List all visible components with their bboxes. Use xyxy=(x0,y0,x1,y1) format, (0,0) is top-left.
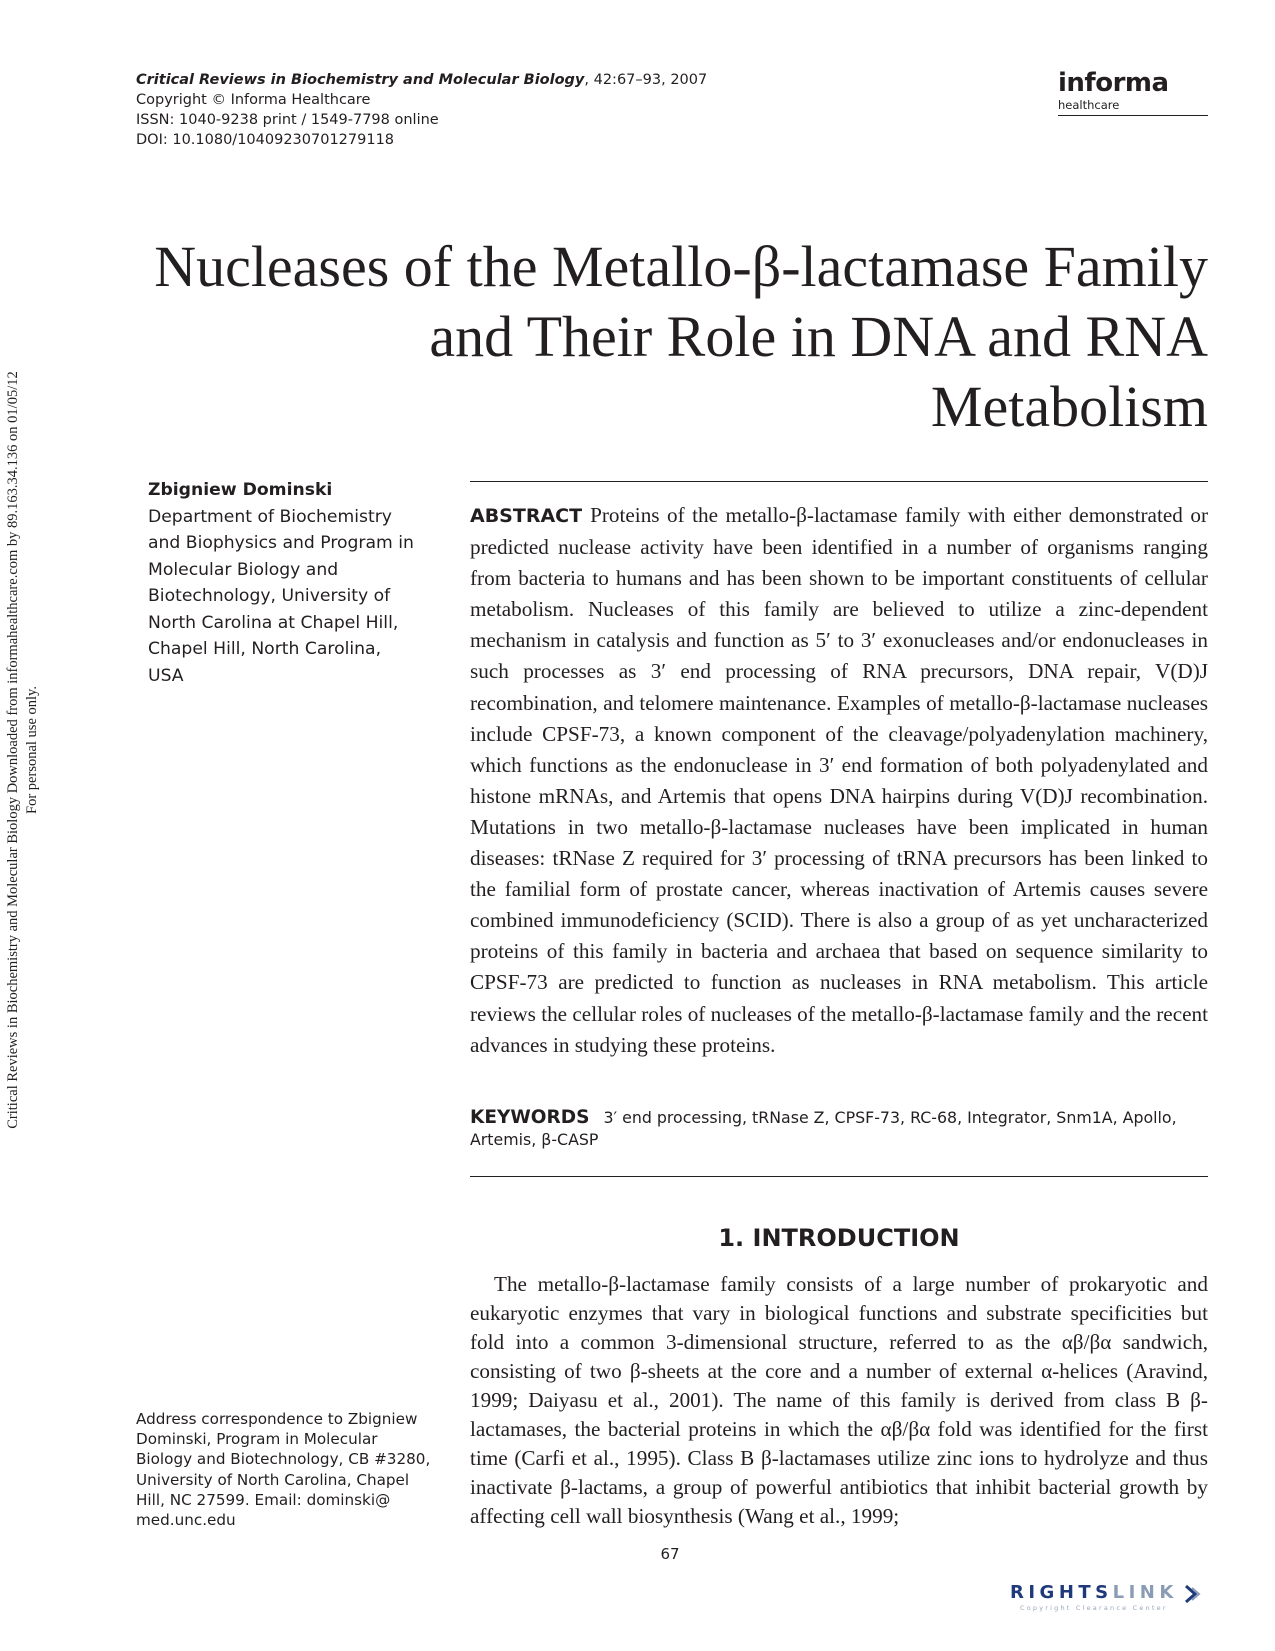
title-line-3: Metabolism xyxy=(930,374,1208,439)
doi-line[interactable]: DOI: 10.1080/10409230701279118 xyxy=(136,132,395,148)
rightslink-link: LINK xyxy=(1112,1582,1178,1603)
correspondence-line[interactable]: Hill, NC 27599. Email: dominski@ xyxy=(136,1490,391,1509)
rightslink-word xyxy=(1010,1582,1178,1603)
rightslink-arrow-icon xyxy=(1180,1584,1202,1604)
affiliation-line: USA xyxy=(148,665,184,686)
abstract xyxy=(470,500,1208,1061)
correspondence-line: Address correspondence to Zbigniew xyxy=(136,1410,418,1428)
correspondence-line[interactable]: med.unc.edu xyxy=(136,1511,236,1530)
intro-body: The metallo-β-lactamase family consists of a large number of prokaryotic and eukaryotic enzymes that vary in biological functions and substrate specificities but fold into a common 3-dimensional structure, referred to as the αβ/βα sandwich, consisting of two β-sheets at the core and a number of external α-helices (Aravind, 1999; Daiyasu et al., 2001). The name of this family is derived from class B β-lactamases, the bacterial proteins in which the αβ/βα fold was identified for the first time (Carfi et al., 1995). Class B β-lactamases utilize zinc ions to hydrolyze and thus inactivate β-lactams, a group of powerful antibiotics that inhibit bacterial growth by affecting cell wall biosynthesis (Wang et al., 1999; xyxy=(470,1272,1208,1528)
rightslink-logo[interactable] xyxy=(1010,1582,1250,1622)
correspondence-line: Dominski, Program in Molecular xyxy=(136,1430,378,1449)
abstract-top-rule xyxy=(470,481,1208,482)
affiliation-line: Molecular Biology and xyxy=(148,559,339,580)
abstract-text: Proteins of the metallo-β-lactamase family with either demonstrated or predicted nuclease activity have been identified in a number of organisms ranging from bacteria to humans and has been shown to be important constituents of cellular metabolism. Nucleases of this family are believed to utilize a zinc-dependent mechanism in catalysis and function as 5′ to 3′ exonucleases and/or endonucleases in such processes as 3′ end processing of RNA precursors, DNA repair, V(D)J recombination, and telomere maintenance. Examples of metallo-β-lactamase nucleases include CPSF-73, a known component of the cleavage/polyadenylation machinery, which functions as the endonuclease in 3′ end formation of both polyadenylated and histone mRNAs, and Artemis that opens DNA hairpins during V(D)J recombination. Mutations in two metallo-β-lactamase nucleases have been implicated in human diseases: tRNase Z required for 3′ processing of tRNA precursors has been linked to the familial form of prostate cancer, whereas inactivation of Artemis causes severe combined immunodeficiency (SCID). There is also a group of as yet uncharacterized proteins of this family in bacteria and archaea that based on sequence similarity to CPSF-73 are predicted to function as nucleases in RNA metabolism. This article reviews the cellular roles of nucleases of the metallo-β-lactamase family and the recent advances in studying these proteins. xyxy=(470,503,1208,1057)
publisher-brand: informa xyxy=(1058,68,1169,98)
issn-line: ISSN: 1040-9238 print / 1549-7798 online xyxy=(136,112,439,128)
affiliation-line: North Carolina at Chapel Hill, xyxy=(148,612,399,633)
rightslink-rights: RIGHTS xyxy=(1010,1582,1113,1603)
correspondence-address xyxy=(136,1409,436,1530)
intro-heading: 1. INTRODUCTION xyxy=(718,1224,960,1252)
affiliation-line: and Biophysics and Program in xyxy=(148,533,414,553)
journal-info xyxy=(136,70,707,150)
copyright-line: Copyright © Informa Healthcare xyxy=(136,92,371,108)
author-name: Zbigniew Dominski xyxy=(148,480,333,500)
title-line-1: Nucleases of the Metallo-β-lactamase Family xyxy=(154,234,1208,299)
keywords-label: KEYWORDS xyxy=(470,1107,590,1128)
publisher-rule xyxy=(1058,115,1208,116)
keywords-text: 3′ end processing, tRNase Z, CPSF-73, RC-68, Integrator, Snm1A, Apollo, Artemis, β-CASP xyxy=(470,1108,1177,1149)
publisher-logo xyxy=(1058,68,1208,116)
affiliation-line: Biotechnology, University of xyxy=(148,586,391,606)
title-line-2: and Their Role in DNA and RNA xyxy=(429,304,1208,369)
affiliation-line: Chapel Hill, North Carolina, xyxy=(148,639,382,659)
keywords-bottom-rule xyxy=(470,1176,1208,1177)
keywords xyxy=(470,1107,1208,1151)
download-watermark xyxy=(4,250,64,1250)
author-block xyxy=(148,477,428,689)
journal-citation: , 42:67–93, 2007 xyxy=(584,72,708,88)
page-number: 67 xyxy=(660,1545,680,1563)
abstract-label: ABSTRACT xyxy=(470,505,583,527)
affiliation-line: Department of Biochemistry xyxy=(148,506,392,527)
article-title xyxy=(130,232,1208,442)
correspondence-line: University of North Carolina, Chapel xyxy=(136,1470,410,1489)
publisher-sub: healthcare xyxy=(1058,98,1120,112)
correspondence-line: Biology and Biotechnology, CB #3280, xyxy=(136,1450,431,1469)
journal-citation-line xyxy=(136,70,707,90)
watermark-line-2: For personal use only. xyxy=(24,686,40,814)
rightslink-tagline: Copyright Clearance Center xyxy=(1020,1604,1168,1613)
watermark-line-1: Critical Reviews in Biochemistry and Molecular Biology Downloaded from informahealthcare.com by 89.163.34.136 on 01/05/12 xyxy=(5,371,21,1129)
journal-name: Critical Reviews in Biochemistry and Molecular Biology xyxy=(136,72,585,88)
